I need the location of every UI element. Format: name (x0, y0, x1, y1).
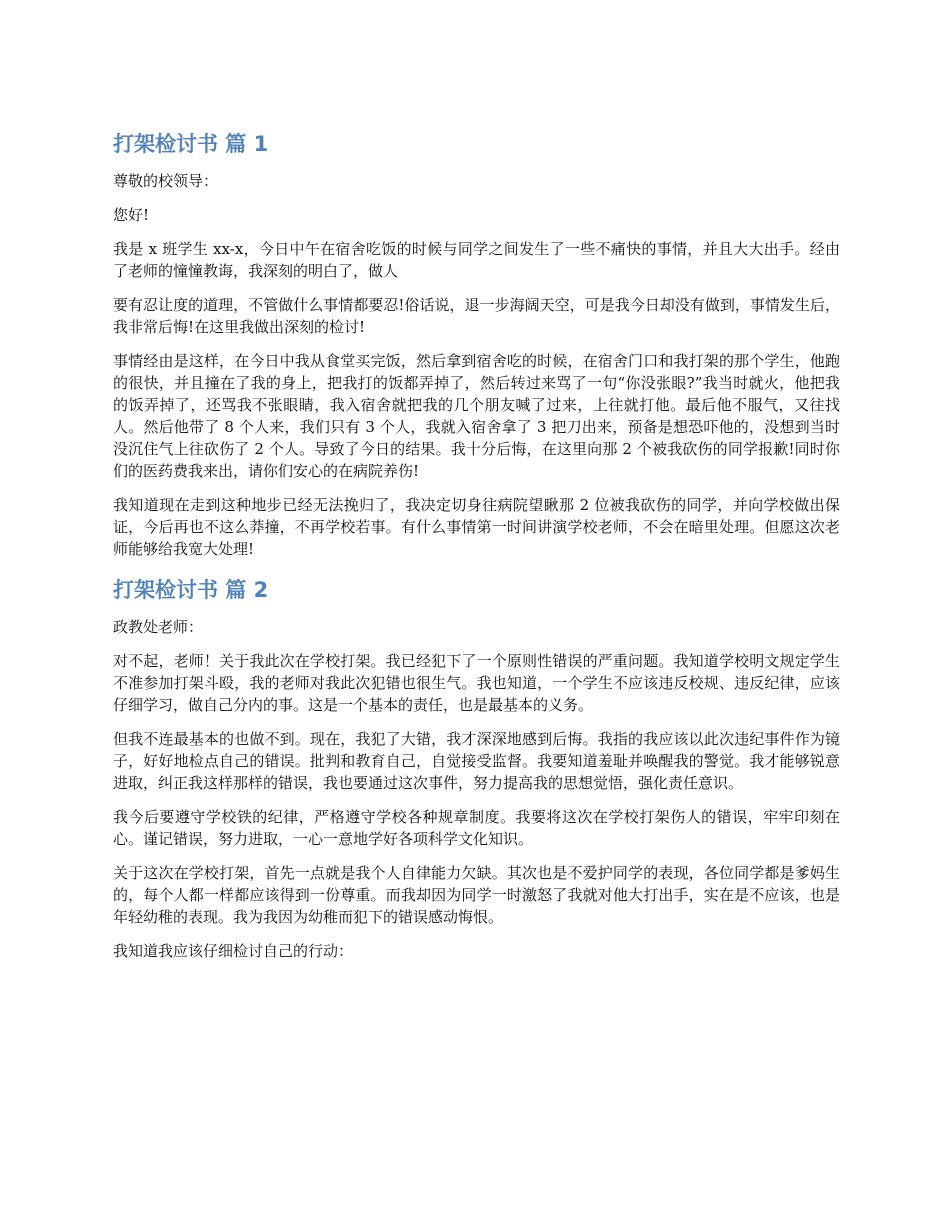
salutation: 政教处老师： (113, 618, 204, 636)
body-paragraph: 我今后要遵守学校铁的纪律，严格遵守学校各种规章制度。我要将这次在学校打架伤人的错误，牢牢印刻在心。谨记错误，努力进取，一心一意地学好各项科学文化知识。 (113, 808, 840, 848)
document-page (113, 128, 840, 974)
body-paragraph: 对不起，老师！关于我此次在学校打架。我已经犯下了一个原则性错误的严重问题。我知道学校明文规定学生不准参加打架斗殴，我的老师对我此次犯错也很生气。我也知道，一个学生不应该违反校规、违反纪律，应该仔细学习，做自己分内的事。这是一个基本的责任，也是最基本的义务。 (113, 652, 840, 714)
body-paragraph: 我知道现在走到这种地步已经无法挽归了，我决定切身往病院望瞅那 2 位被我砍伤的同学，并向学校做出保证，今后再也不这么莽撞，不再学校若事。有什么事情第一时间讲演学校老师，不会在暗里处理。但愿这次老师能够给我宽大处理! (113, 496, 840, 558)
salutation: 尊敬的校领导： (113, 172, 219, 190)
body-paragraph: 但我不连最基本的也做不到。现在，我犯了大错，我才深深地感到后悔。我指的我应该以此次违纪事件作为镜子，好好地检点自己的错误。批判和教育自己，自觉接受监督。我要知道羞耻并唤醒我的警觉。我才能够锐意进取，纠正我这样那样的错误，我也要通过这次事件，努力提高我的思想觉悟，强化责任意识。 (113, 730, 840, 792)
section-1 (113, 128, 840, 560)
body-paragraph: 关于这次在学校打架，首先一点就是我个人自律能力欠缺。其次也是不爱护同学的表现，各位同学都是爹妈生的，每个人都一样都应该得到一份尊重。而我却因为同学一时激怒了我就对他大打出手，实在是不应该，也是年轻幼稚的表现。我为我因为幼稚而犯下的错误感动悔恨。 (113, 864, 840, 926)
section-heading: 打架检讨书 篇 2 (113, 578, 269, 602)
section-2 (113, 574, 840, 962)
body-paragraph: 要有忍让度的道理，不管做什么事情都要忍!俗话说，退一步海阔天空，可是我今日却没有做到，事情发生后，我非常后悔!在这里我做出深刻的检讨! (113, 296, 840, 336)
body-paragraph: 事情经由是这样，在今日中我从食堂买完饭，然后拿到宿舍吃的时候，在宿舍门口和我打架的那个学生，他跑的很快，并且撞在了我的身上，把我打的饭都弄掉了，然后转过来骂了一句“你没张眼?”我当时就火，他把我的饭弄掉了，还骂我不张眼睛，我入宿舍就把我的几个朋友喊了过来，上往就打他。最后他不服气，又往找人。然后他带了 8 个人来，我们只有 3 个人，我就入宿舍拿了 3 把刀出来，预备是想恐吓他的，没想到当时没沉住气上往砍伤了 2 个人。导致了今日的结果。我十分后悔，在这里向那 2 个被我砍伤的同学报歉!同时你们的医药费我来出，请你们安心的在病院养伤! (113, 352, 840, 480)
body-paragraph: 我知道我应该仔细检讨自己的行动： (113, 942, 354, 960)
section-heading: 打架检讨书 篇 1 (113, 132, 269, 156)
body-paragraph: 我是 x 班学生 xx-x，今日中午在宿舍吃饭的时候与同学之间发生了一些不痛快的事情，并且大大出手。经由了老师的憧憧教诲，我深刻的明白了，做人 (113, 240, 840, 280)
greeting: 您好! (113, 206, 150, 224)
